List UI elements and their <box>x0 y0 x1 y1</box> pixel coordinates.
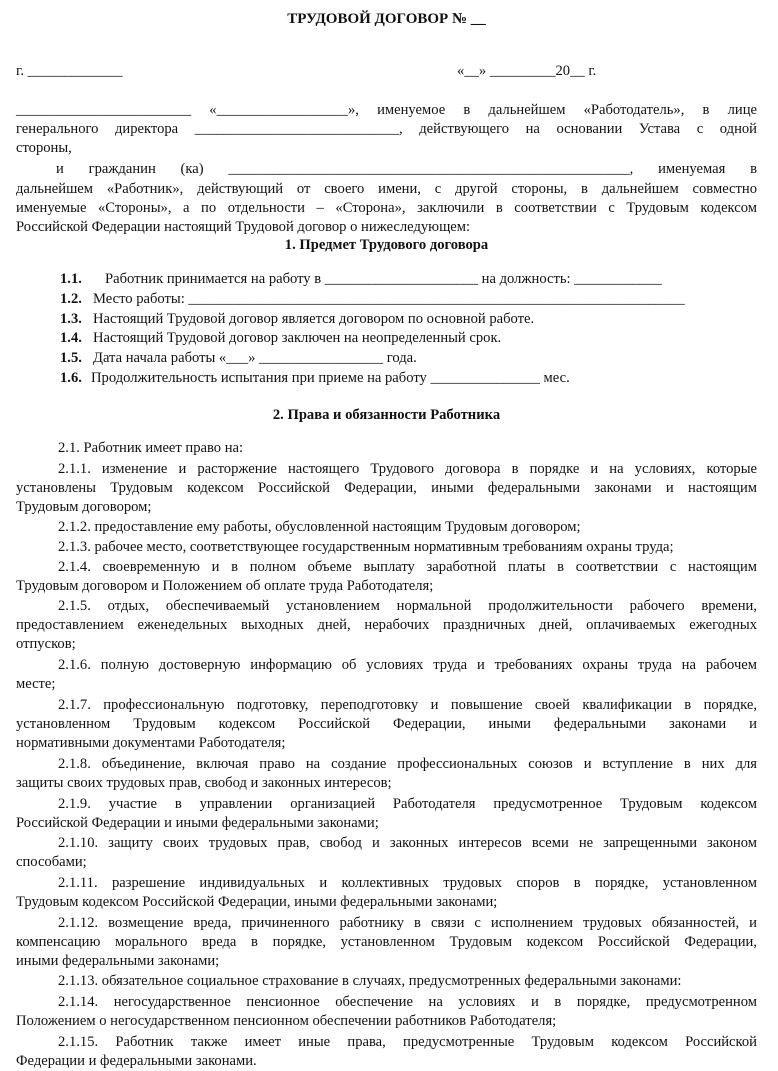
paragraph-line: 2.1.2. предоставление ему работы, обусловленной настоящим Трудовым договором; <box>58 519 581 535</box>
paragraph-line: 2.1.11. разрешение индивидуальных и коллективных трудовых споров в порядке, установленном <box>58 875 757 891</box>
paragraph-line: 2.1.5. отдых, обеспечиваемый установлением нормальной продолжительности рабочего времени, <box>58 598 757 614</box>
paragraph-line: Трудовым кодексом Российской Федерации, иными федеральными законами; <box>16 894 498 910</box>
preamble-line: именуемые «Стороны», а по отдельности – «Сторона», заключили в соответствии с Трудовым кодексом <box>16 200 757 216</box>
clause-text: Дата начала работы «___» _________________ года. <box>93 350 417 366</box>
clause-item <box>60 270 760 289</box>
paragraph-line: 2.1.1. изменение и расторжение настоящего Трудового договора в порядке и на условиях, которые <box>58 461 757 477</box>
paragraph-line: 2.1.14. негосударственное пенсионное обеспечение на условиях и в порядке, предусмотренном <box>58 994 757 1010</box>
clause-number: 1.1. <box>60 271 82 287</box>
clause-item <box>60 369 760 388</box>
paragraph-line: 2.1.4. своевременную и в полном объеме выплату заработной платы в соответствии с настоящим <box>58 559 757 575</box>
paragraph-line: 2.1.12. возмещение вреда, причиненного работнику в связи с исполнением трудовых обязанностей, и <box>58 915 757 931</box>
paragraph-line: 2.1.10. защиту своих трудовых прав, свобод и законных интересов всеми не запрещенными законом <box>58 835 757 851</box>
clause-item <box>60 349 760 368</box>
header-city: г. _____________ <box>16 63 123 79</box>
paragraph-line: 2.1.9. участие в управлении организацией Работодателя предусмотренное Трудовым кодексом <box>58 796 757 812</box>
paragraph-line: иными федеральными законами; <box>16 953 220 969</box>
paragraph-line: Федерации и федеральными законами. <box>16 1053 257 1069</box>
preamble-line: и гражданин (ка) _______________________________________________________, именуемая в <box>56 161 757 177</box>
preamble-line: стороны, <box>16 140 72 156</box>
paragraph-line: установлены Трудовым кодексом Российской Федерации, иными федеральными законами и настоящим <box>16 480 757 496</box>
paragraph-line: Положением о негосударственном пенсионном обеспечении работников Работодателя; <box>16 1013 557 1029</box>
paragraph-line: предоставлением еженедельных выходных дней, нерабочих праздничных дней, оплачиваемых ежегодных <box>16 617 757 633</box>
paragraph-line: установленном Трудовым кодексом Российской Федерации, иными федеральными законами и <box>16 716 757 732</box>
clause-number: 1.4. <box>60 330 82 346</box>
clause-text: Место работы: ____________________________________________________________________ <box>93 291 685 307</box>
clause-number: 1.6. <box>60 370 82 386</box>
paragraph-line: 2.1.7. профессиональную подготовку, переподготовку и повышение своей квалификации в порядке, <box>58 697 757 713</box>
paragraph-line: 2.1.13. обязательное социальное страхование в случаях, предусмотренных федеральными законами: <box>58 973 682 989</box>
paragraph-line: способами; <box>16 854 87 870</box>
section-heading: 1. Предмет Трудового договора <box>284 237 489 253</box>
clause-text: Настоящий Трудовой договор является договором по основной работе. <box>93 311 535 327</box>
paragraph-line: компенсацию морального вреда в порядке, установленном Трудовым кодексом Российской Федерации, <box>16 934 757 950</box>
paragraph-line: месте; <box>16 676 56 692</box>
clause-text: Продолжительность испытания при приеме на работу _______________ мес. <box>91 370 570 386</box>
document-title: ТРУДОВОЙ ДОГОВОР № __ <box>287 11 486 27</box>
clause-number: 1.3. <box>60 311 82 327</box>
paragraph-line: 2.1.3. рабочее место, соответствующее государственным нормативным требованиям охраны труда; <box>58 539 674 555</box>
clause-item <box>60 329 760 348</box>
paragraph-line: отпусков; <box>16 636 76 652</box>
paragraph-line: Трудовым договором и Положением об оплате труда Работодателя; <box>16 578 434 594</box>
paragraph-line: 2.1.15. Работник также имеет иные права, предусмотренные Трудовым кодексом Российской <box>58 1034 757 1050</box>
preamble-line: дальнейшем «Работник», действующий от своего имени, с другой стороны, в дальнейшем совместно <box>16 181 757 197</box>
paragraph-line: 2.1. Работник имеет право на: <box>58 440 244 456</box>
paragraph-line: Трудовым договором; <box>16 499 152 515</box>
preamble-line: Российской Федерации настоящий Трудовой договор о нижеследующем: <box>16 219 471 235</box>
paragraph-line: 2.1.8. объединение, включая право на создание профессиональных союзов и вступление в них для <box>58 756 757 772</box>
clause-item <box>60 310 760 329</box>
preamble-line: генерального директора ____________________________, действующего на основании Устава с одной <box>16 121 757 137</box>
paragraph-line: 2.1.6. полную достоверную информацию об условиях труда и требованиях охраны труда на рабочем <box>58 657 757 673</box>
clause-number: 1.5. <box>60 350 82 366</box>
paragraph-line: нормативными документами Работодателя; <box>16 735 286 751</box>
header-date: «__» _________20__ г. <box>457 63 597 79</box>
section-heading: 2. Права и обязанности Работника <box>272 407 501 423</box>
clause-text: Работник принимается на работу в _____________________ на должность: ____________ <box>105 271 662 287</box>
paragraph-line: защиты своих трудовых прав, свобод и законных интересов; <box>16 775 392 791</box>
clause-item <box>60 290 760 309</box>
clause-number: 1.2. <box>60 291 82 307</box>
clause-text: Настоящий Трудовой договор заключен на неопределенный срок. <box>93 330 502 346</box>
preamble-line: ________________________ «__________________», именуемое в дальнейшем «Работодатель», в лице <box>16 102 757 118</box>
paragraph-line: Российской Федерации и иными федеральными законами; <box>16 815 379 831</box>
